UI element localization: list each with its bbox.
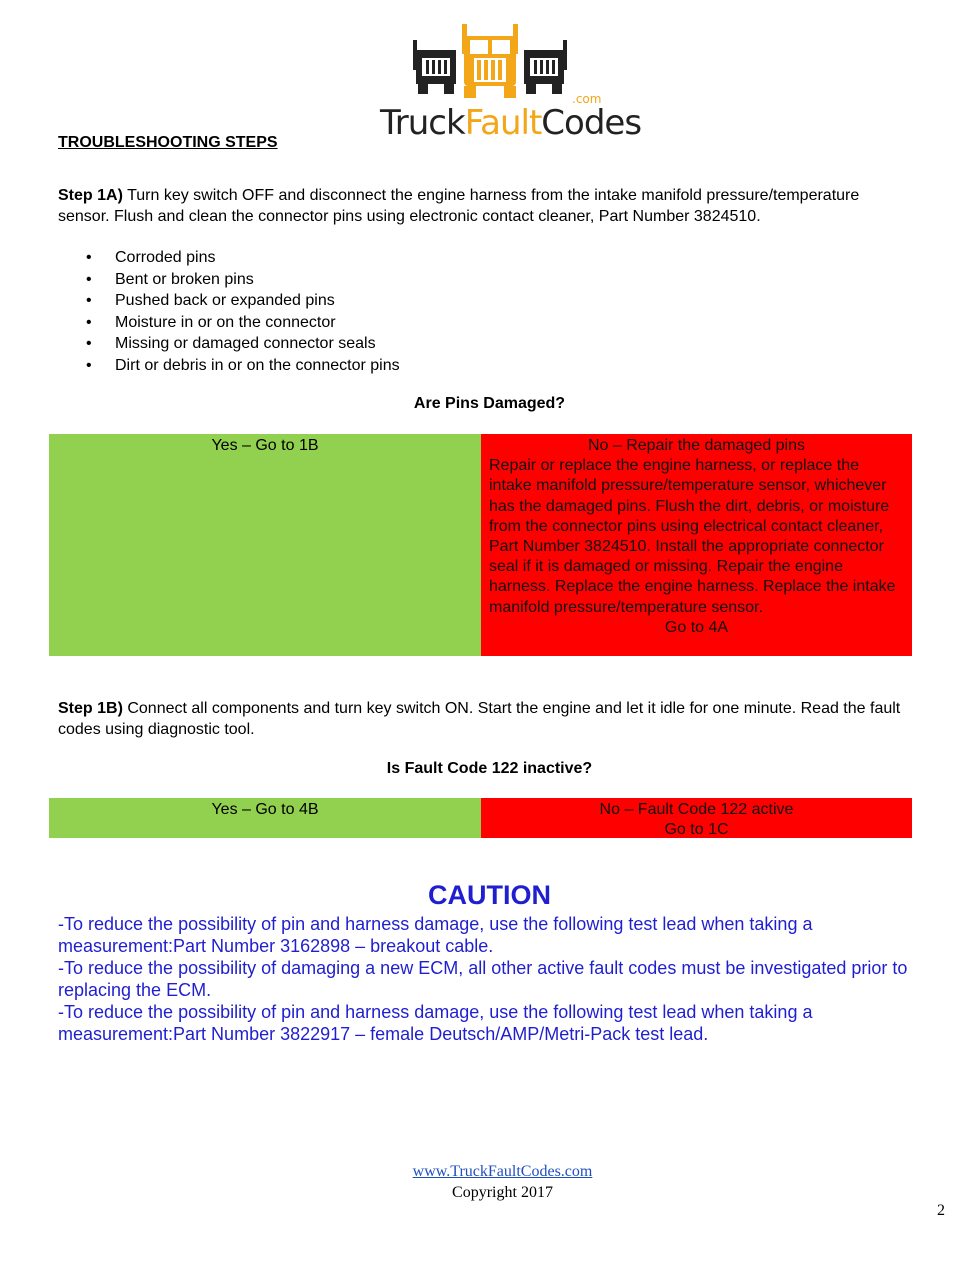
caution-notes — [58, 913, 918, 1045]
no-goto: Go to 1C — [664, 821, 729, 839]
section-title: TROUBLESHOOTING STEPS — [58, 134, 278, 151]
yes-cell — [49, 434, 481, 656]
logo-wordmark — [380, 103, 642, 143]
truckfaultcodes-logo — [376, 20, 642, 143]
no-cell — [481, 434, 912, 656]
yes-cell — [49, 798, 481, 838]
logo-word-truck: Truck — [380, 103, 465, 143]
inspection-checklist — [58, 247, 400, 376]
question-fault-code-inactive: Is Fault Code 122 inactive? — [386, 760, 593, 777]
list-item: • Corroded pins — [58, 247, 400, 269]
list-item: • Dirt or debris in or on the connector pins — [58, 355, 400, 377]
truck-icon — [376, 20, 604, 100]
yes-label: Yes – Go to 4B — [211, 801, 319, 818]
decision-table-1 — [49, 434, 912, 656]
website-link[interactable]: www.TruckFaultCodes.com — [412, 1163, 593, 1180]
caution-line: -To reduce the possibility of pin and harness damage, use the following test lead when taking a measurement:Part Number 3162898 – breakout cable. — [58, 914, 813, 956]
caution-title: CAUTION — [428, 880, 551, 910]
list-item: • Pushed back or expanded pins — [58, 290, 400, 312]
caution-line: -To reduce the possibility of pin and harness damage, use the following test lead when taking a measurement:Part Number 3822917 – female Deutsch/AMP/Metri-Pack test lead. — [58, 1002, 813, 1044]
list-item: • Missing or damaged connector seals — [58, 333, 400, 355]
no-title: No – Repair the damaged pins — [587, 437, 806, 454]
page-number: 2 — [937, 1202, 945, 1219]
step-1a-label: Step 1A) — [58, 187, 123, 204]
yes-label: Yes – Go to 1B — [211, 437, 319, 454]
list-item: • Moisture in or on the connector — [58, 312, 400, 334]
no-goto: Go to 4A — [664, 618, 729, 636]
copyright: Copyright 2017 — [452, 1184, 553, 1201]
step-1b-paragraph — [58, 699, 908, 740]
question-pins-damaged: Are Pins Damaged? — [413, 395, 566, 412]
step-1a-paragraph — [58, 186, 908, 227]
step-1a-text: Turn key switch OFF and disconnect the engine harness from the intake manifold pressure/temperature sensor. Flush and clean the connector pins using electronic contact cleaner, Part Number 3824510. — [58, 187, 860, 225]
list-item: • Bent or broken pins — [58, 269, 400, 291]
footer — [0, 1161, 979, 1203]
logo-com: .com — [572, 92, 602, 106]
no-instructions: Repair or replace the engine harness, or replace the intake manifold pressure/temperature sensor, whichever has the damaged pins. Flush the dirt, debris, or moisture from the connector pins using electrical contact cleaner, Part Number 3824510. Install the appropriate connector seal if it is damaged or missing. Repair the engine harness. Replace the engine harness. Replace the intake manifold pressure/temperature sensor. — [489, 457, 896, 616]
step-1b-label: Step 1B) — [58, 700, 123, 717]
step-1b-text: Connect all components and turn key switch ON. Start the engine and let it idle for one minute. Read the fault codes using diagnostic tool. — [58, 700, 901, 738]
logo-word-codes: Codes — [541, 103, 642, 143]
decision-table-2 — [49, 798, 912, 838]
no-cell — [481, 798, 912, 838]
no-title: No – Fault Code 122 active — [599, 801, 794, 818]
logo-word-fault: Fault — [464, 103, 542, 143]
caution-line: -To reduce the possibility of damaging a new ECM, all other active fault codes must be investigated prior to replacing the ECM. — [58, 958, 908, 1000]
